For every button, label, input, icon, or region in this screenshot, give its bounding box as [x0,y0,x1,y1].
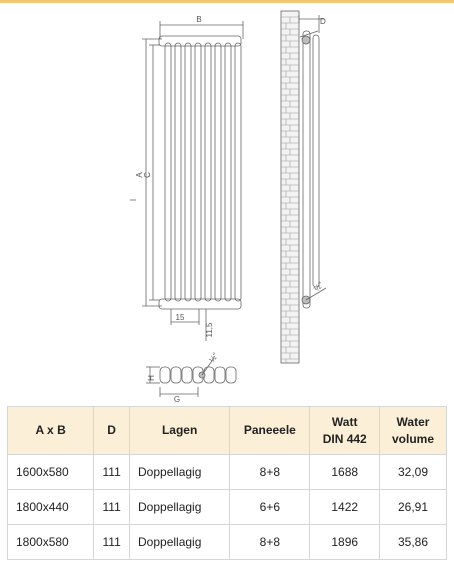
panel-4 [195,43,201,301]
label-d: D [320,17,326,26]
table-header-text: Watt [331,414,358,429]
table-cell: 111 [94,490,130,525]
radiator-side-profile [303,31,310,308]
top-view-panel-3 [182,367,192,383]
panel-5 [205,43,211,301]
table-header-cell [130,407,230,455]
table-cell: 26,91 [380,490,447,525]
table-cell: 32,09 [380,455,447,490]
top-connection-circle [302,36,310,44]
table-header-cell [230,407,310,455]
top-view-panel-2 [171,367,181,383]
table-cell: 1896 [310,525,380,560]
radiator-side-profile-rear [313,35,319,287]
panel-1 [165,43,171,301]
wall-side-view [281,11,326,363]
panel-2 [175,43,181,301]
radiator-top-header [159,36,241,46]
table-cell: 1422 [310,490,380,525]
table-row [8,525,447,560]
label-half-inch-top: ½" [207,351,221,365]
table-header-cell [94,407,130,455]
table-cell: 6+6 [230,490,310,525]
table-cell: 1800x440 [8,490,94,525]
top-view-panel-1 [160,367,170,383]
table-header-cell [310,407,380,455]
table-cell: 1600x580 [8,455,94,490]
table-cell: 1688 [310,455,380,490]
table-cell: 1800x580 [8,525,94,560]
table-cell: 111 [94,455,130,490]
technical-drawing [0,3,454,403]
table-cell: Doppellagig [130,525,230,560]
table-header-text: A x B [35,423,66,437]
table-cell: Doppellagig [130,490,230,525]
label-b: B [196,15,202,24]
label-c: C [143,172,152,178]
specification-table-body [8,455,447,560]
panel-6 [215,43,221,301]
table-cell: 8+8 [230,455,310,490]
top-view [146,358,236,397]
table-header-text: Water [396,414,430,429]
specification-table [7,406,447,560]
table-header-text: DIN 442 [322,431,367,446]
table-header-text: Lagen [161,423,198,437]
table-header-text: Paneeele [243,423,296,437]
top-view-panel-7 [226,367,236,383]
top-view-panel-6 [215,367,225,383]
label-g: G [173,395,181,403]
specification-table-head [8,407,447,455]
table-cell: Doppellagig [130,455,230,490]
label-half-inch-bottom: ½" [312,280,326,294]
label-h: H [147,375,156,381]
label-15: 15 [175,313,185,322]
table-cell: 8+8 [230,525,310,560]
panel-7 [225,43,231,301]
table-header-text: D [107,423,116,437]
table-header-row [8,407,447,455]
radiator-panels [165,43,241,301]
table-header-cell [8,407,94,455]
table-cell: 35,86 [380,525,447,560]
table-row [8,490,447,525]
table-header-cell [380,407,447,455]
panel-3 [185,43,191,301]
table-header-text: volume [391,431,434,446]
table-cell: 111 [94,525,130,560]
technical-drawing-svg [0,3,454,403]
label-11-5: 11,5 [205,322,214,338]
label-a: A [135,172,144,178]
panel-8 [235,43,241,301]
table-row [8,455,447,490]
